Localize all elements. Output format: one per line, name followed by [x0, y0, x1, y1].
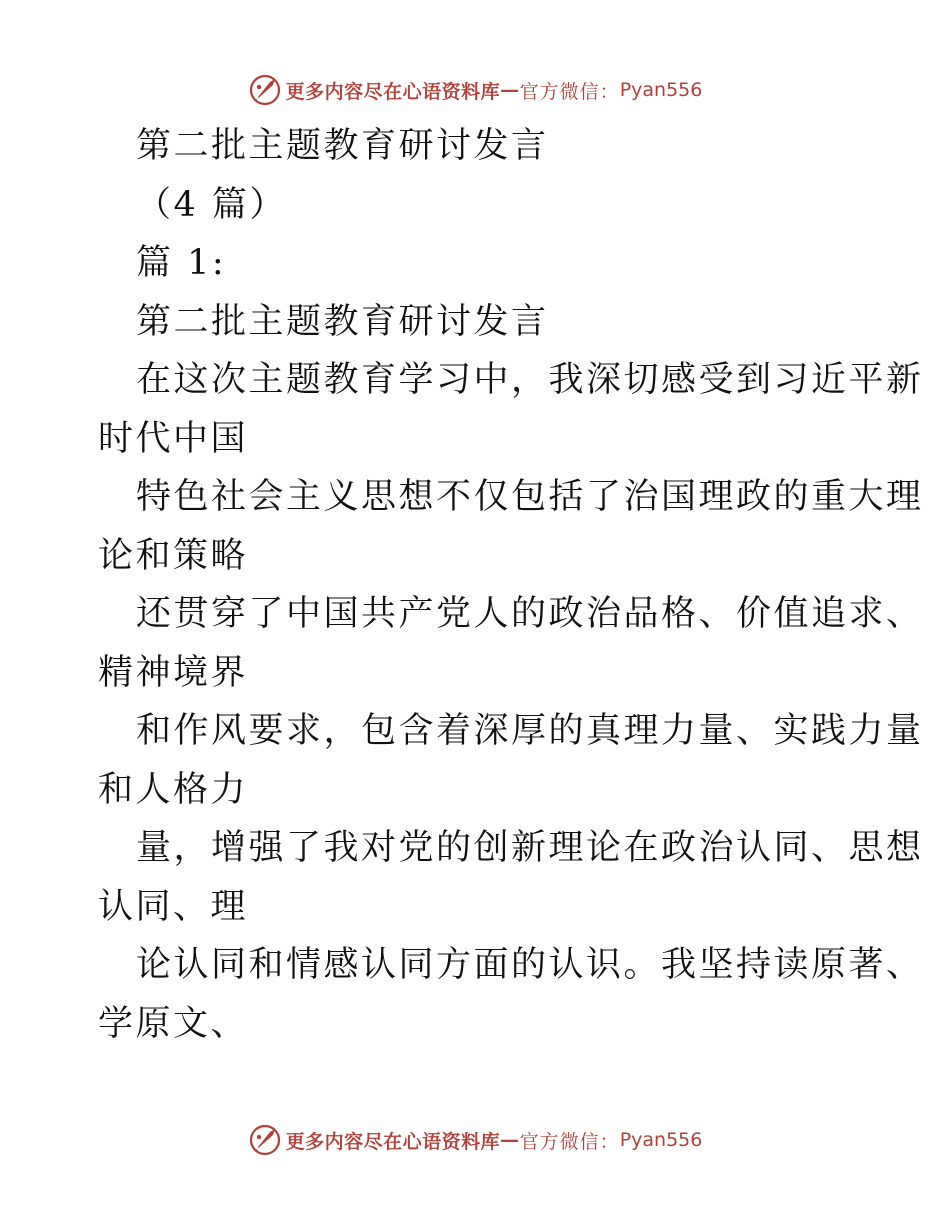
watermark-text: 更多内容尽在心语资料库	[285, 80, 501, 103]
paragraph-line: 认同、理	[98, 886, 249, 927]
document-body	[98, 117, 924, 1053]
quill-pen-logo-icon	[248, 73, 282, 107]
paragraph-line: 还贯穿了中国共产党人的政治品格、价值追求、	[136, 594, 924, 634]
watermark-wechat-id: Pyan556	[619, 1129, 703, 1151]
section-heading: 篇 1:	[136, 243, 227, 283]
paragraph-line: 精神境界	[98, 652, 249, 693]
paragraph-line: 量，增强了我对党的创新理论在政治认同、思想	[136, 828, 924, 868]
section-title: 第二批主题教育研讨发言	[136, 301, 549, 342]
document-subtitle: （4 篇）	[136, 184, 287, 225]
watermark-wechat-label: 官方微信：	[519, 1130, 620, 1153]
paragraph-line: 论和策略	[98, 535, 249, 576]
watermark-wechat-id: Pyan556	[619, 79, 703, 101]
watermark-wechat-label: 官方微信：	[519, 80, 620, 103]
watermark-dash: —	[500, 79, 520, 101]
watermark-dash: —	[500, 1129, 520, 1151]
quill-pen-logo-icon	[248, 1123, 282, 1157]
paragraph-line: 在这次主题教育学习中，我深切感受到习近平新	[136, 360, 924, 400]
paragraph-line: 和作风要求，包含着深厚的真理力量、实践力量	[136, 711, 924, 751]
paragraph-line: 时代中国	[98, 418, 249, 459]
paragraph-line: 学原文、	[98, 1003, 249, 1044]
footer-watermark	[0, 1120, 950, 1160]
header-watermark	[0, 70, 950, 110]
watermark-text: 更多内容尽在心语资料库	[285, 1130, 501, 1153]
paragraph-line: 和人格力	[98, 769, 249, 810]
document-title: 第二批主题教育研讨发言	[136, 126, 549, 166]
paragraph-line: 论认同和情感认同方面的认识。我坚持读原著、	[136, 945, 924, 985]
paragraph-line: 特色社会主义思想不仅包括了治国理政的重大理	[136, 477, 924, 517]
